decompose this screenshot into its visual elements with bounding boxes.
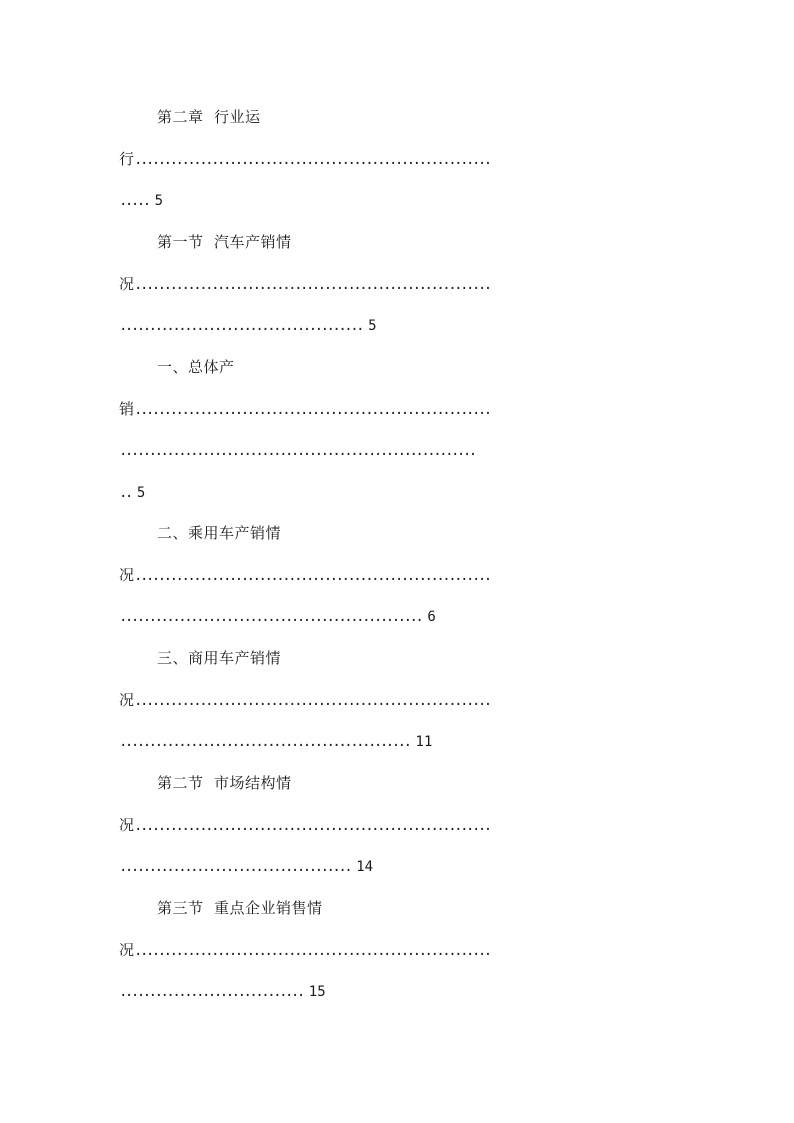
toc-dot-leader: ............................................................	[134, 152, 490, 168]
toc-page-number: 14	[356, 859, 374, 875]
toc-page-number: 15	[308, 984, 326, 1000]
toc-entry-lead-char: 况	[119, 566, 135, 584]
toc-dot-leader: ............................................................	[134, 943, 490, 959]
toc-dot-leader: ............................................................	[134, 693, 490, 709]
toc-entry-leader-line	[0, 399, 490, 419]
toc-entry-title: 三、商用车产销情	[157, 649, 282, 667]
toc-entry-continuation-line	[0, 731, 432, 751]
toc-dot-leader: ............................................................	[134, 818, 490, 834]
toc-entry-lead-char: 销	[119, 400, 135, 418]
toc-entry-title: 二、乘用车产销情	[157, 524, 282, 542]
toc-entry-continuation-line	[0, 482, 145, 502]
toc-page-number: 11	[415, 734, 433, 750]
toc-entry-continuation-line	[0, 315, 377, 335]
toc-entry-leader-line	[0, 940, 490, 960]
toc-entry-title: 第一节 汽车产销情	[157, 233, 292, 251]
toc-entry-leader-line	[0, 149, 490, 169]
toc-dot-leader: ...............................	[119, 984, 303, 1000]
toc-entry-leader-line	[0, 274, 490, 294]
toc-entry-leader-line	[0, 690, 490, 710]
toc-entry-leader-line	[0, 815, 490, 835]
toc-page-number: 5	[368, 318, 377, 334]
toc-entry-continuation-line	[0, 606, 436, 626]
toc-entry-continuation-line	[0, 440, 475, 460]
toc-dot-leader: .......................................	[119, 859, 351, 875]
toc-entry-continuation-line	[0, 190, 163, 210]
toc-entry-lead-char: 行	[119, 150, 135, 168]
toc-page-number: 6	[427, 609, 436, 625]
toc-entry-title: 第二节 市场结构情	[157, 774, 292, 792]
toc-entry-continuation-line	[0, 981, 326, 1001]
toc-page-number: 5	[136, 485, 146, 501]
toc-page-number: 5	[154, 193, 164, 209]
toc-entry-lead-char: 况	[119, 941, 135, 959]
toc-dot-leader: .....	[119, 193, 149, 209]
toc-entry-leader-line	[0, 565, 490, 585]
toc-dot-leader: ............................................................	[119, 443, 475, 459]
toc-entry-lead-char: 况	[119, 275, 135, 293]
toc-dot-leader: ............................................................	[134, 277, 490, 293]
toc-entry-title: 第三节 重点企业销售情	[157, 899, 323, 917]
toc-dot-leader: ............................................................	[134, 568, 490, 584]
toc-entry-continuation-line	[0, 856, 373, 876]
toc-entry-lead-char: 况	[119, 816, 135, 834]
toc-dot-leader: ............................................................	[134, 402, 490, 418]
toc-dot-leader: .................................................	[119, 734, 410, 750]
toc-dot-leader: .........................................	[119, 318, 363, 334]
toc-entry-lead-char: 况	[119, 691, 135, 709]
toc-dot-leader: ...................................................	[119, 609, 422, 625]
toc-dot-leader: ..	[119, 485, 131, 501]
toc-entry-title: 第二章 行业运	[157, 108, 261, 126]
toc-entry-title: 一、总体产	[157, 358, 235, 376]
